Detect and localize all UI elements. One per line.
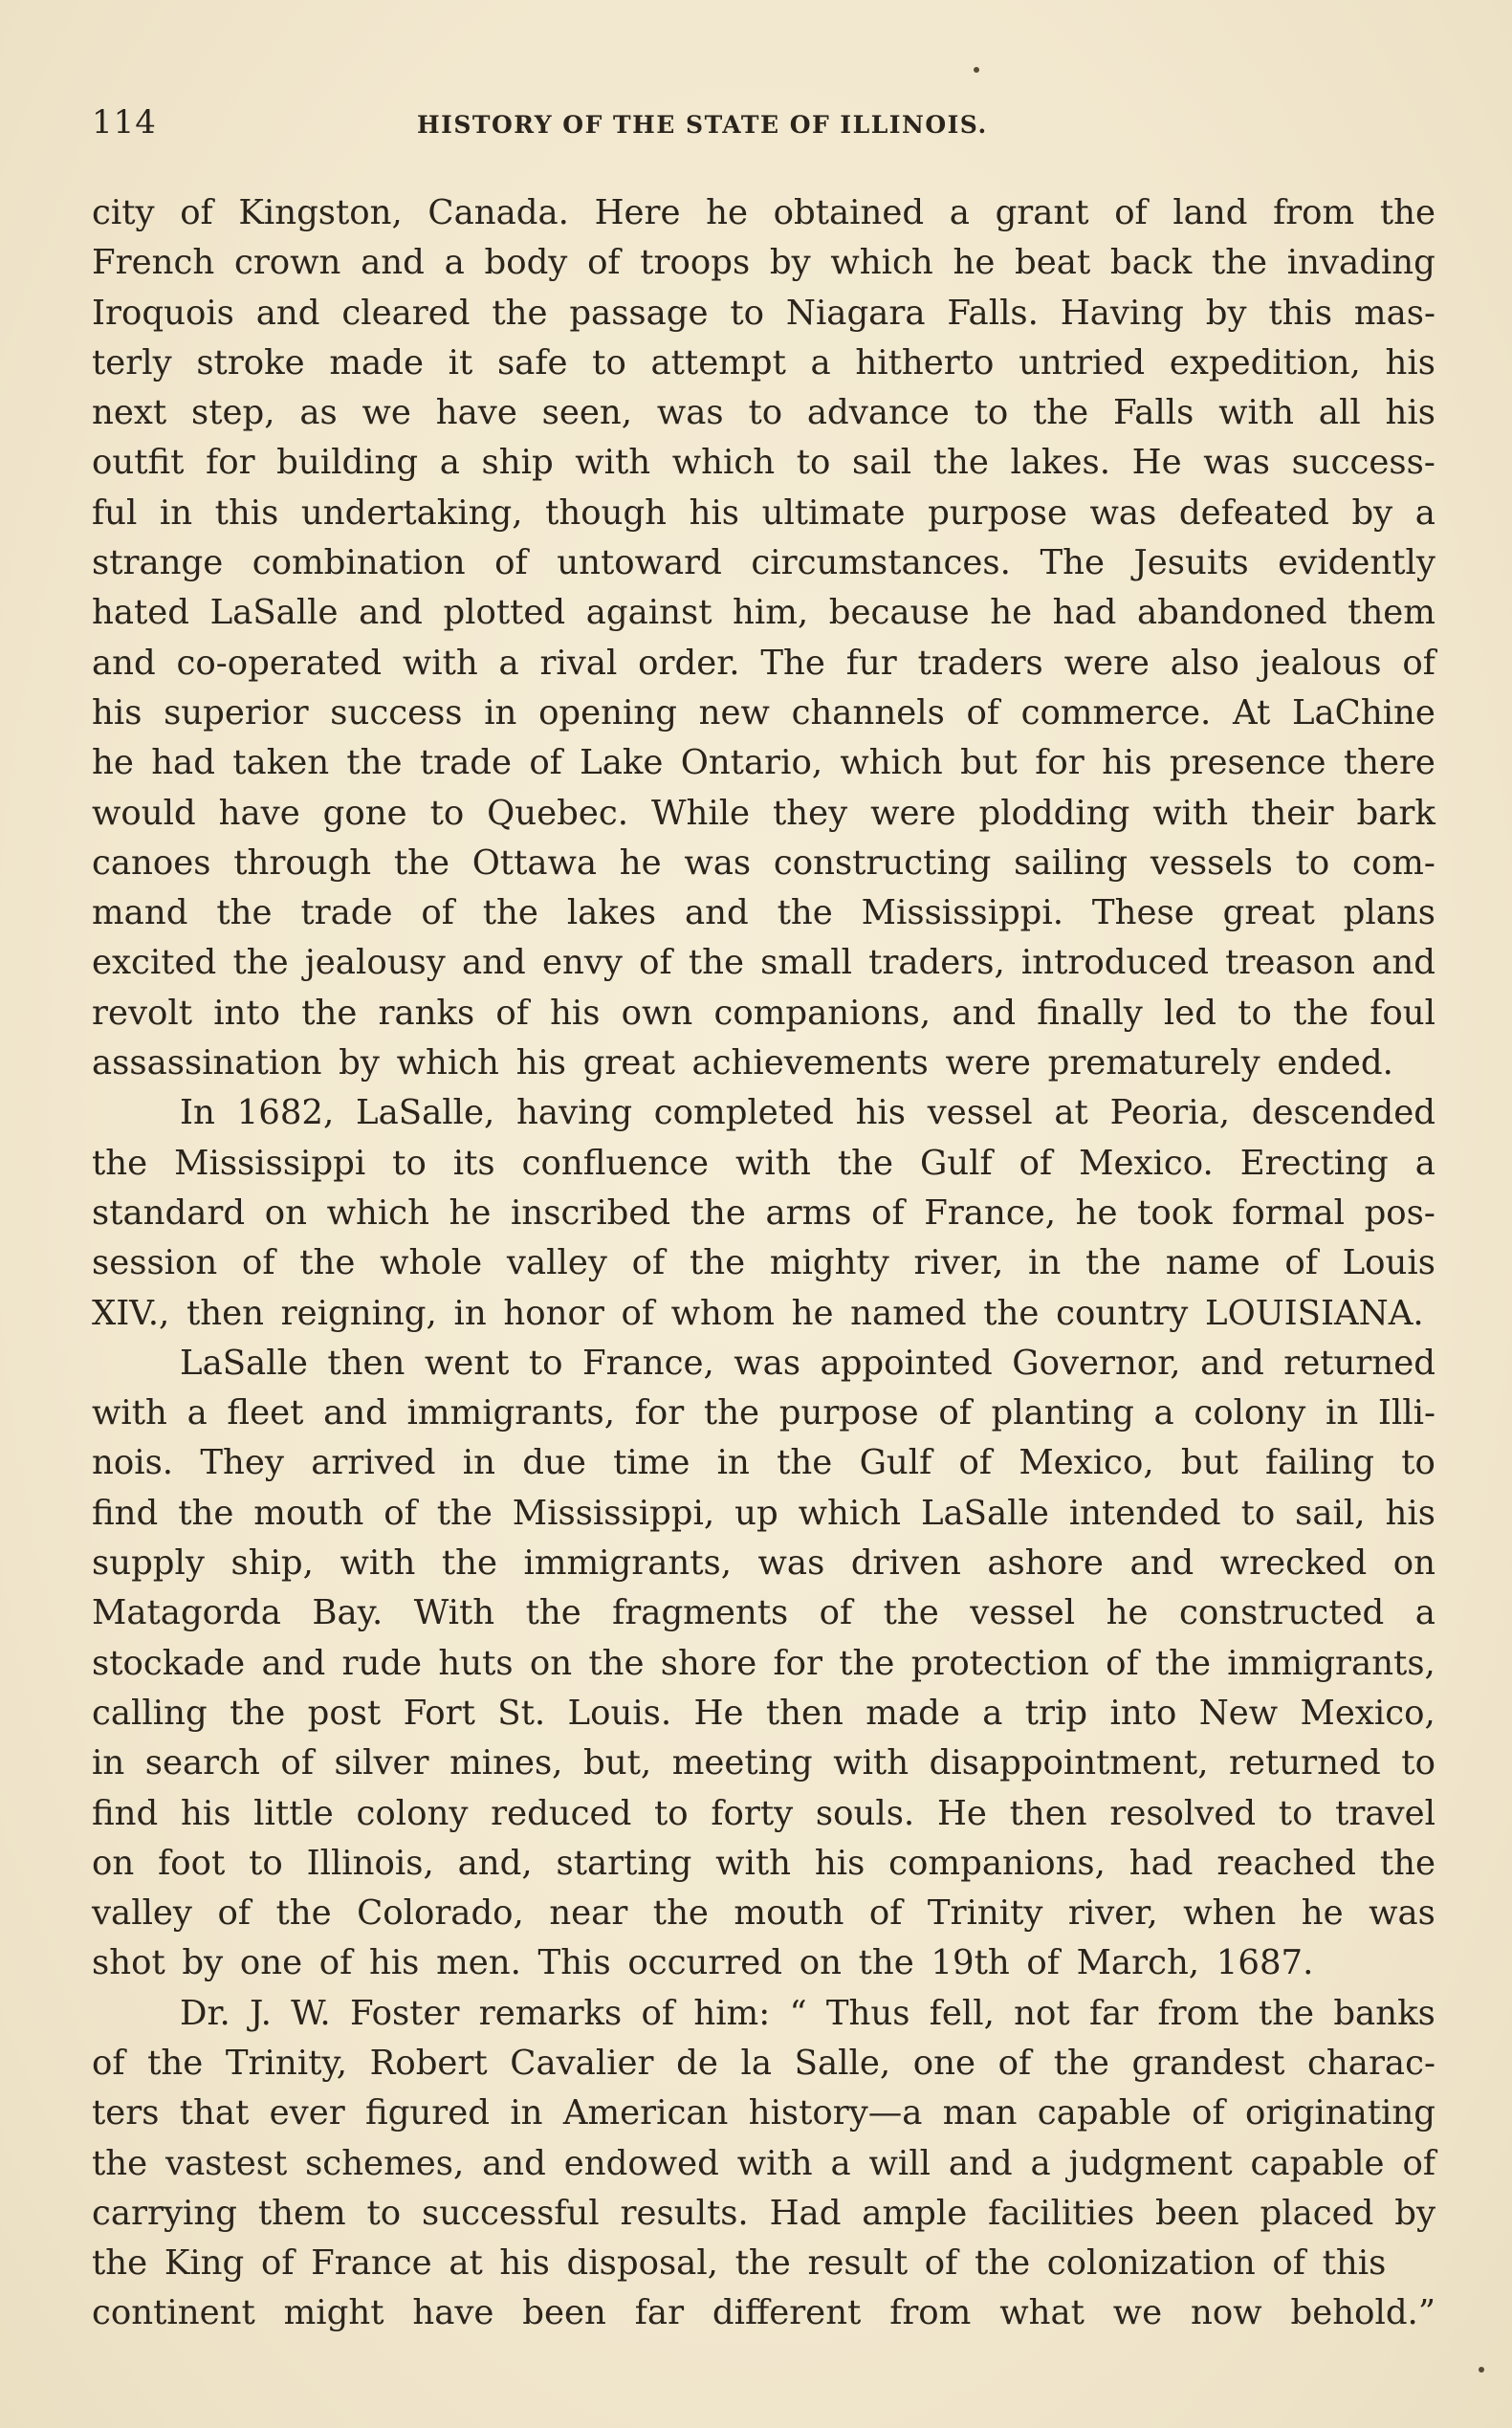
text-line: city of Kingston, Canada. Here he obtained a grant of land from the xyxy=(92,193,1435,232)
page-header xyxy=(92,103,1421,161)
running-head: HISTORY OF THE STATE OF ILLINOIS. xyxy=(417,111,988,139)
text-line: terly stroke made it safe to attempt a hitherto untried expedition, his xyxy=(92,342,1435,383)
text-line: mand the trade of the lakes and the Mississippi. These great plans xyxy=(92,893,1435,933)
text-line: LaSalle then went to France, was appointed Governor, and returned xyxy=(180,1343,1435,1383)
text-line: calling the post Fort St. Louis. He then made a trip into New Mexico, xyxy=(92,1693,1435,1733)
text-line: and co-operated with a rival order. The fur traders were also jealous of xyxy=(92,643,1435,683)
text-line: on foot to Illinois, and, starting with his companions, had reached the xyxy=(92,1843,1435,1883)
text-line: with a fleet and immigrants, for the purpose of planting a colony in Illi- xyxy=(92,1393,1435,1433)
text-line: continent might have been far different from what we now behold.” xyxy=(92,2293,1435,2333)
text-line: ters that ever figured in American history—a man capable of originating xyxy=(92,2093,1435,2133)
text-line: session of the whole valley of the mighty river, in the name of Louis xyxy=(92,1243,1435,1283)
text-line: shot by one of his men. This occurred on the 19th of March, 1687. xyxy=(92,1943,1314,1983)
ink-speck xyxy=(1479,2367,1484,2373)
text-line: stockade and rude huts on the shore for the protection of the immigrants, xyxy=(92,1643,1435,1683)
text-line: find the mouth of the Mississippi, up which LaSalle intended to sail, his xyxy=(92,1493,1435,1533)
text-line: French crown and a body of troops by which he beat back the invading xyxy=(92,243,1435,283)
page-number: 114 xyxy=(92,103,157,142)
text-line: Matagorda Bay. With the fragments of the vessel he constructed a xyxy=(92,1593,1435,1633)
text-line: canoes through the Ottawa he was constructing sailing vessels to com- xyxy=(92,842,1435,883)
text-line: supply ship, with the immigrants, was driven ashore and wrecked on xyxy=(92,1543,1435,1584)
text-line: the King of France at his disposal, the result of the colonization of this xyxy=(92,2243,1387,2284)
text-line: the vastest schemes, and endowed with a will and a judgment capable of xyxy=(92,2143,1435,2183)
text-line: Dr. J. W. Foster remarks of him: “ Thus fell, not far from the banks xyxy=(180,1993,1435,2033)
text-line: valley of the Colorado, near the mouth of Trinity river, when he was xyxy=(92,1893,1435,1934)
text-line: excited the jealousy and envy of the small traders, introduced treason and xyxy=(92,943,1435,983)
text-line: carrying them to successful results. Had ample facilities been placed by xyxy=(92,2193,1435,2233)
text-line: he had taken the trade of Lake Ontario, which but for his presence there xyxy=(92,743,1435,783)
text-line: Iroquois and cleared the passage to Niagara Falls. Having by this mas- xyxy=(92,293,1435,333)
text-line: standard on which he inscribed the arms of France, he took formal pos- xyxy=(92,1192,1435,1233)
text-line: the Mississippi to its confluence with the Gulf of Mexico. Erecting a xyxy=(92,1143,1435,1183)
text-line: find his little colony reduced to forty souls. He then resolved to travel xyxy=(92,1793,1435,1833)
text-line: nois. They arrived in due time in the Gulf of Mexico, but failing to xyxy=(92,1443,1435,1483)
text-line: assassination by which his great achievements were prematurely ended. xyxy=(92,1043,1393,1083)
text-line: strange combination of untoward circumstances. The Jesuits evidently xyxy=(92,543,1435,583)
text-line: In 1682, LaSalle, having completed his vessel at Peoria, descended xyxy=(180,1093,1435,1133)
text-line: in search of silver mines, but, meeting with disappointment, returned to xyxy=(92,1743,1435,1783)
text-line: XIV., then reigning, in honor of whom he named the country LOUISIANA. xyxy=(92,1293,1424,1333)
body-text xyxy=(92,188,1435,2339)
text-line: hated LaSalle and plotted against him, because he had abandoned them xyxy=(92,593,1435,633)
text-line: revolt into the ranks of his own companions, and finally led to the foul xyxy=(92,993,1435,1033)
text-line: of the Trinity, Robert Cavalier de la Salle, one of the grandest charac- xyxy=(92,2043,1435,2083)
text-line: next step, as we have seen, was to advance to the Falls with all his xyxy=(92,393,1435,433)
text-line: his superior success in opening new channels of commerce. At LaChine xyxy=(92,692,1435,733)
ink-speck xyxy=(974,67,979,73)
text-line: ful in this undertaking, though his ultimate purpose was defeated by a xyxy=(92,492,1435,533)
text-line: outfit for building a ship with which to sail the lakes. He was success- xyxy=(92,443,1435,483)
text-line: would have gone to Quebec. While they were plodding with their bark xyxy=(92,793,1435,833)
